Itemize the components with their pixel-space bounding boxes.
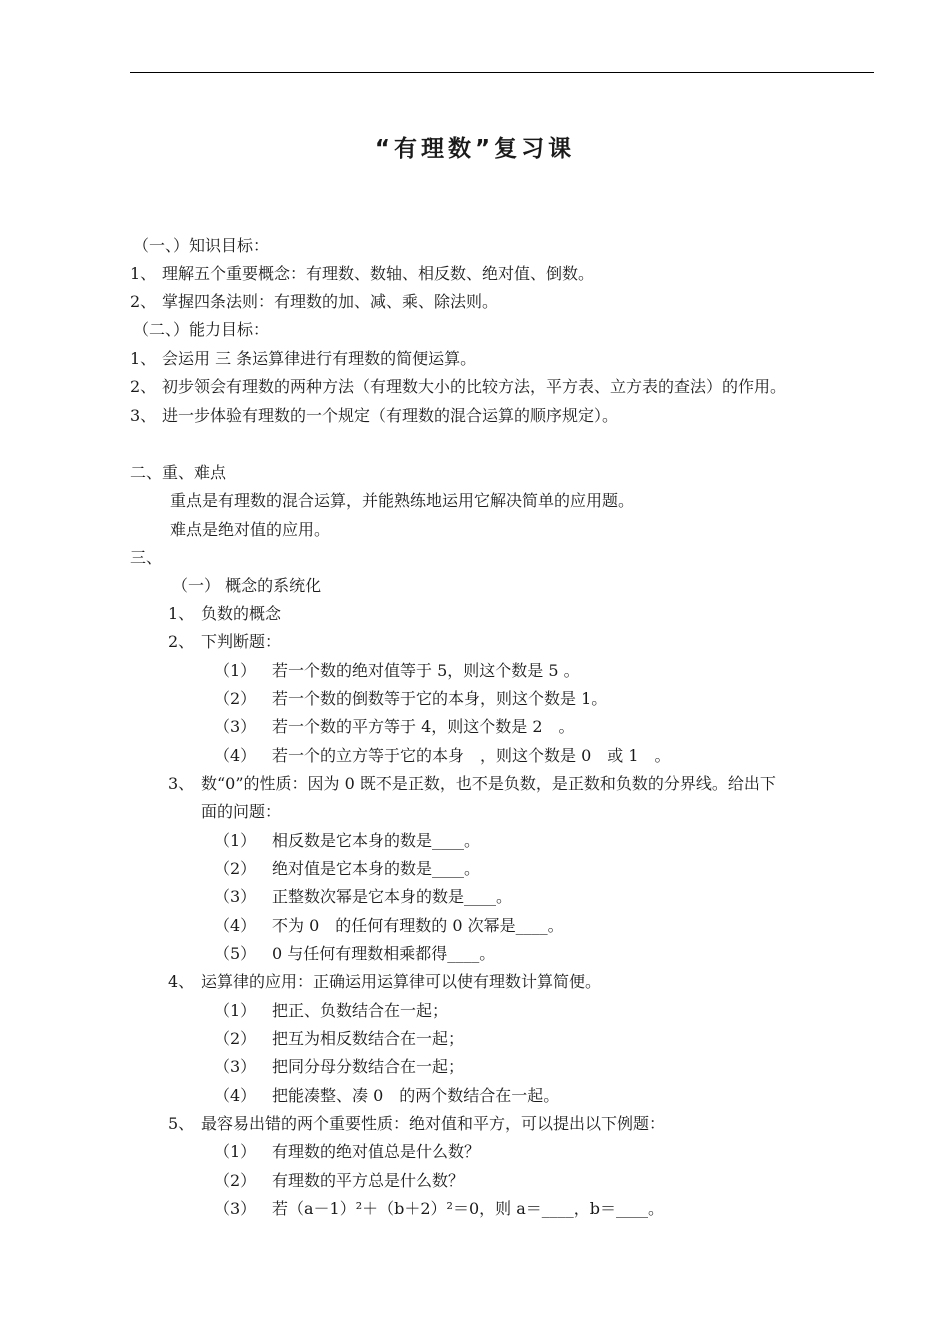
- judgment-question: （2） 若一个数的倒数等于它的本身，则这个数是 1。: [214, 689, 608, 708]
- example-question: （2） 有理数的平方总是什么数？: [214, 1171, 465, 1190]
- example-question: （1） 有理数的绝对值总是什么数？: [214, 1142, 481, 1161]
- document-title: “有理数”复习课: [374, 136, 576, 162]
- fill-blank-question: （2） 绝对值是它本身的数是____。: [214, 859, 481, 878]
- knowledge-item: 2、 掌握四条法则：有理数的加、减、乘、除法则。: [130, 292, 499, 311]
- knowledge-goals-heading: （一、）知识目标：: [133, 236, 270, 255]
- ability-goals-heading: （二、）能力目标：: [133, 320, 270, 339]
- concept-item-continuation: 面的问题：: [201, 802, 282, 821]
- judgment-question: （1） 若一个数的绝对值等于 5，则这个数是 5 。: [214, 661, 580, 680]
- rule-item: （4） 把能凑整、凑 0 的两个数结合在一起。: [214, 1086, 560, 1105]
- ability-item: 1、 会运用 三 条运算律进行有理数的简便运算。: [130, 349, 477, 368]
- rule-item: （3） 把同分母分数结合在一起；: [214, 1057, 465, 1076]
- judgment-question: （3） 若一个数的平方等于 4，则这个数是 2 。: [214, 717, 575, 736]
- fill-blank-question: （1） 相反数是它本身的数是____。: [214, 831, 481, 850]
- hard-point-text: 难点是绝对值的应用。: [170, 520, 331, 539]
- header-rule: [130, 72, 874, 73]
- rule-item: （1） 把正、负数结合在一起；: [214, 1001, 449, 1020]
- fill-blank-question: （5） 0 与任何有理数相乘都得____。: [214, 944, 496, 963]
- concept-item: 4、 运算律的应用：正确运用运算律可以使有理数计算简便。: [168, 972, 602, 991]
- key-point-text: 重点是有理数的混合运算，并能熟练地运用它解决简单的应用题。: [170, 491, 635, 510]
- rule-item: （2） 把互为相反数结合在一起；: [214, 1029, 465, 1048]
- difficulties-heading: 二、重、难点: [130, 463, 227, 482]
- concept-item: 1、 负数的概念: [168, 604, 282, 623]
- concept-item: 5、 最容易出错的两个重要性质：绝对值和平方，可以提出以下例题：: [168, 1114, 666, 1133]
- ability-item: 2、 初步领会有理数的两种方法（有理数大小的比较方法，平方表、立方表的查法）的作用。: [130, 377, 787, 396]
- knowledge-item: 1、 理解五个重要概念：有理数、数轴、相反数、绝对值、倒数。: [130, 264, 595, 283]
- section3-heading: 三、: [130, 548, 163, 567]
- example-question: （3） 若（a－1）²＋（b＋2）²＝0，则 a＝____，b＝____。: [214, 1199, 665, 1218]
- fill-blank-question: （3） 正整数次幂是它本身的数是____。: [214, 887, 513, 906]
- concept-item: 2、 下判断题：: [168, 632, 282, 651]
- concept-item: 3、 数“0”的性质：因为 0 既不是正数，也不是负数，是正数和负数的分界线。给出下: [168, 774, 776, 793]
- judgment-question: （4） 若一个的立方等于它的本身 ，则这个数是 0 或 1 。: [214, 746, 671, 765]
- section3-subheading: （一） 概念的系统化: [172, 576, 322, 595]
- fill-blank-question: （4） 不为 0 的任何有理数的 0 次幂是____。: [214, 916, 564, 935]
- ability-item: 3、 进一步体验有理数的一个规定（有理数的混合运算的顺序规定）。: [130, 406, 619, 425]
